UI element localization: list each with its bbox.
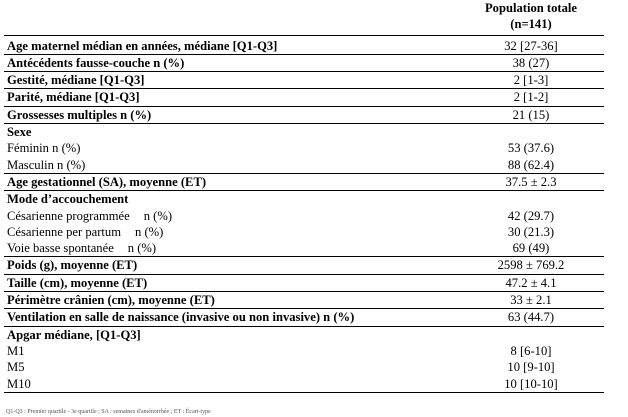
row-label xyxy=(4,208,458,224)
row-value: 69 (49) xyxy=(458,240,604,257)
row-label-text: M5 xyxy=(7,360,25,375)
row-value xyxy=(458,191,604,208)
header-row xyxy=(4,16,604,35)
table-row xyxy=(4,309,604,326)
table-row xyxy=(4,89,604,106)
row-value: 8 [6-10] xyxy=(510,343,552,358)
row-label xyxy=(4,191,458,208)
row-label-text: Taille (cm), moyenne (ET) xyxy=(7,275,148,290)
row-label xyxy=(4,343,458,359)
row-label xyxy=(4,240,458,257)
row-label-text: Sexe xyxy=(7,125,32,140)
row-label xyxy=(4,72,458,89)
table-row xyxy=(4,35,604,54)
table-body xyxy=(4,35,604,392)
table-row xyxy=(4,326,604,343)
table-row xyxy=(4,72,604,89)
row-value: 37.5 ± 2.3 xyxy=(458,173,604,190)
table-row xyxy=(4,376,604,393)
row-label-text: Parité, médiane [Q1-Q3] xyxy=(7,90,140,105)
row-label-text: Ventilation en salle de naissance (invasive ou non invasive) n (%) xyxy=(7,310,355,325)
row-value: 2 [1-2] xyxy=(458,89,604,106)
row-label-text: M10 xyxy=(7,376,31,391)
header-row xyxy=(4,0,604,16)
row-label xyxy=(4,89,458,106)
table-row xyxy=(4,240,604,257)
column-header-line1: Population totale xyxy=(484,1,577,15)
row-label xyxy=(4,376,458,393)
table-row xyxy=(4,140,604,156)
row-label-text: Césarienne programmée xyxy=(7,208,130,223)
table-row xyxy=(4,157,604,174)
header-label-cell xyxy=(4,0,458,16)
row-label xyxy=(4,35,458,54)
row-label-text: Voie basse spontanée xyxy=(7,241,114,256)
row-label-text: Grossesses multiples n (%) xyxy=(7,107,152,122)
table-footnote: Q1-Q3 : Premier quartile - 3e quartile ; SA : semaines d'aménorrhée ; ET : Écart-type xyxy=(6,409,211,415)
table-row xyxy=(4,343,604,359)
row-label xyxy=(4,124,458,141)
row-value: 10 [9-10] xyxy=(507,360,555,375)
table-row xyxy=(4,173,604,190)
row-value: 88 (62.4) xyxy=(458,157,604,174)
table-row xyxy=(4,257,604,274)
row-label-text: Age maternel médian en années, médiane [Q1-Q3] xyxy=(7,38,278,53)
table-row xyxy=(4,359,604,375)
demographics-table xyxy=(4,0,604,393)
row-value: 21 (15) xyxy=(458,106,604,123)
row-value: 53 (37.6) xyxy=(507,141,555,156)
row-value: 47.2 ± 4.1 xyxy=(458,274,604,291)
row-label xyxy=(4,359,458,375)
row-label xyxy=(4,274,458,291)
table-row xyxy=(4,208,604,224)
row-label-text: Age gestationnel (SA), moyenne (ET) xyxy=(7,174,207,189)
row-label xyxy=(4,292,458,309)
row-label-text: M1 xyxy=(7,343,25,358)
row-value xyxy=(458,124,604,141)
row-label-text: Masculin n (%) xyxy=(7,157,86,172)
row-label-text: Féminin n (%) xyxy=(7,141,81,156)
row-value: 38 (27) xyxy=(458,54,604,71)
row-value: 33 ± 2.1 xyxy=(458,292,604,309)
row-label-suffix: n (%) xyxy=(135,224,164,239)
row-label-suffix: n (%) xyxy=(127,241,157,256)
column-header-line2: (n=141) xyxy=(458,16,604,35)
table-row xyxy=(4,274,604,291)
row-label-text: Périmètre crânien (cm), moyenne (ET) xyxy=(7,293,215,308)
row-value: 32 [27-36] xyxy=(458,35,604,54)
table-row xyxy=(4,106,604,123)
row-label xyxy=(4,106,458,123)
row-value: 63 (44.7) xyxy=(458,309,604,326)
row-label xyxy=(4,309,458,326)
table-row xyxy=(4,191,604,208)
table-row xyxy=(4,224,604,240)
row-value: 42 (29.7) xyxy=(507,208,555,223)
row-label-text: Apgar médiane, [Q1-Q3] xyxy=(7,327,141,342)
table-row xyxy=(4,124,604,141)
row-value: 10 [10-10] xyxy=(458,376,604,393)
row-label xyxy=(4,326,458,343)
row-value: 2 [1-3] xyxy=(458,72,604,89)
row-label xyxy=(4,173,458,190)
row-label-text: Césarienne per partum xyxy=(7,224,121,239)
row-label xyxy=(4,157,458,174)
table-row xyxy=(4,54,604,71)
row-label-text: Poids (g), moyenne (ET) xyxy=(7,258,138,273)
header-label-cell xyxy=(4,16,458,35)
row-value: 2598 ± 769.2 xyxy=(458,257,604,274)
table-header xyxy=(4,0,604,35)
row-label xyxy=(4,224,458,240)
row-label xyxy=(4,140,458,156)
row-label-text: Antécédents fausse-couche n (%) xyxy=(7,55,185,70)
row-value: 30 (21.3) xyxy=(507,224,555,239)
row-label-text: Gestité, médiane [Q1-Q3] xyxy=(7,73,145,88)
row-label-suffix: n (%) xyxy=(143,208,173,223)
row-label xyxy=(4,257,458,274)
row-label xyxy=(4,54,458,71)
row-value xyxy=(458,326,604,343)
row-label-text: Mode d’accouchement xyxy=(7,192,129,207)
table-row xyxy=(4,292,604,309)
